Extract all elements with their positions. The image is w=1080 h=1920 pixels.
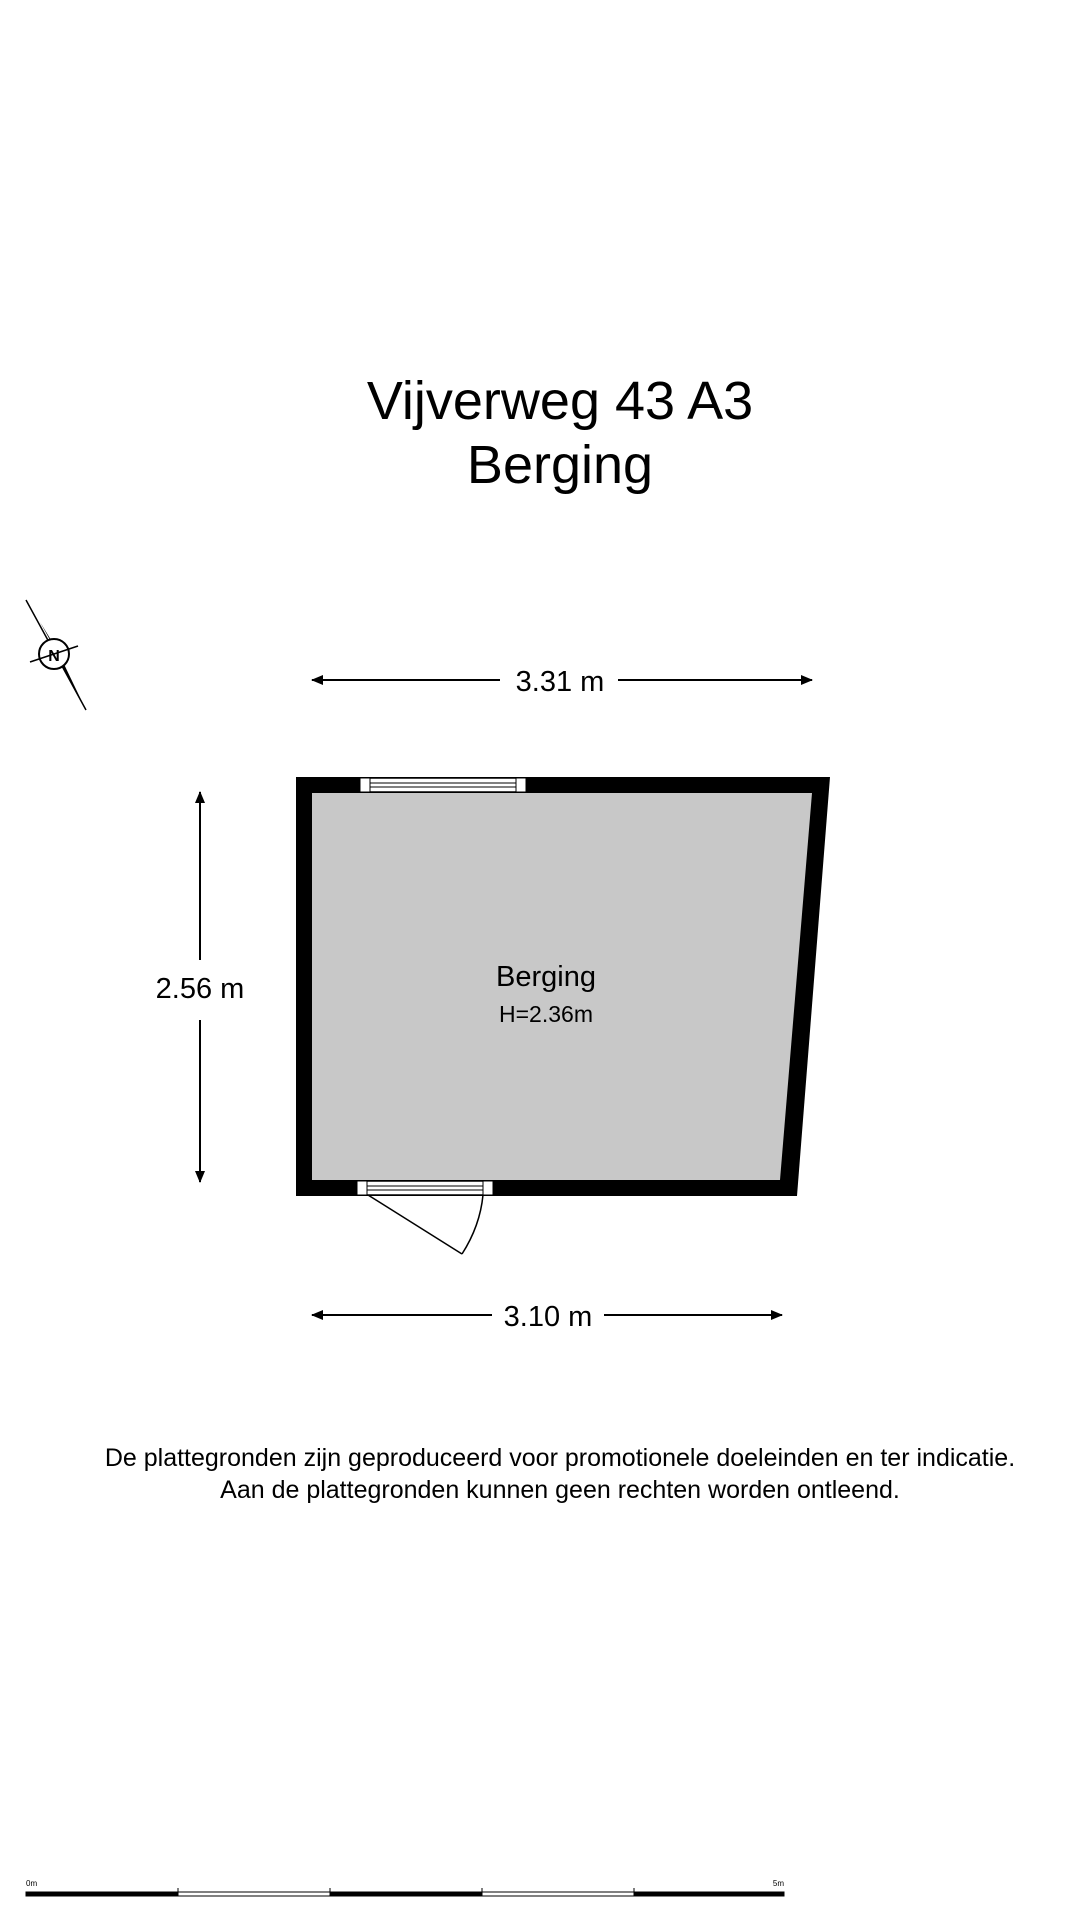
dimension-bottom [312, 1301, 782, 1333]
dimension-left [156, 792, 245, 1182]
scale-start-label: 0m [26, 1879, 38, 1888]
room-name-label: Berging [496, 961, 596, 993]
window-top [360, 778, 526, 792]
dimension-bottom-label: 3.10 m [503, 1301, 593, 1333]
dimension-left-label: 2.56 m [155, 973, 245, 1005]
compass-north-label: N [48, 648, 60, 665]
scale-bar [26, 1879, 784, 1896]
disclaimer-line-1: De plattegronden zijn geproduceerd voor promotionele doeleinden en ter indicatie. [104, 1444, 1016, 1472]
north-arrow-icon [26, 600, 86, 710]
room-berging [296, 777, 830, 1254]
disclaimer-line-2: Aan de plattegronden kunnen geen rechten worden ontleend. [220, 1476, 900, 1504]
scale-end-label: 5m [772, 1879, 784, 1888]
dimension-top-label: 3.31 m [515, 666, 605, 698]
plan-title-floor: Berging [466, 435, 654, 495]
room-height-label: H=2.36m [499, 1001, 593, 1027]
door-bottom [357, 1181, 493, 1254]
plan-title-address: Vijverweg 43 A3 [366, 371, 754, 431]
dimension-top [312, 666, 812, 698]
